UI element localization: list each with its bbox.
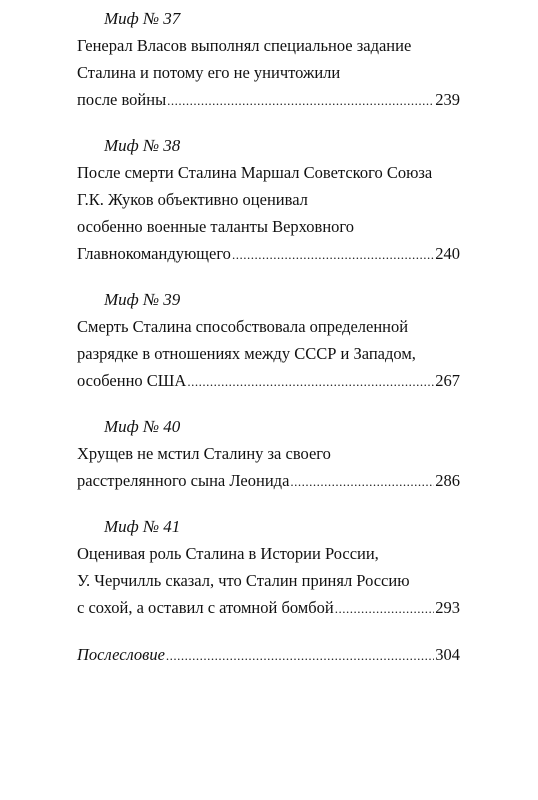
entry-text-line: особенно военные таланты Верховного: [77, 217, 355, 236]
dot-leader: [232, 241, 434, 268]
entry-text-line: расстрелянного сына Леонида: [77, 471, 290, 490]
toc-entry-myth-38: [77, 133, 460, 267]
toc-entry-myth-41: [77, 514, 460, 621]
entry-text-line: Сталина и потому его не уничтожили: [77, 63, 341, 82]
page-number: 293: [435, 598, 460, 617]
table-of-contents: [77, 6, 460, 688]
myth-label: Миф № 38: [104, 136, 181, 155]
entry-text-line: после войны: [77, 90, 167, 109]
entry-last-line: [77, 641, 460, 668]
myth-label: Миф № 40: [104, 417, 181, 436]
entry-text-line: Смерть Сталина способствовала определенной: [77, 317, 409, 336]
entry-last-line: [77, 594, 460, 621]
entry-last-line: [77, 367, 460, 394]
page-number: 239: [435, 90, 460, 109]
toc-entry-myth-39: [77, 287, 460, 394]
entry-text-line: Генерал Власов выполнял специальное задание: [77, 36, 412, 55]
entry-text-line: Главнокомандующего: [77, 244, 231, 263]
page-number: 240: [435, 244, 460, 263]
page-number: 286: [435, 471, 460, 490]
dot-leader: [166, 642, 434, 669]
myth-label: Миф № 37: [104, 9, 181, 28]
page-number: 304: [435, 645, 460, 664]
dot-leader: [290, 468, 434, 495]
toc-entry-myth-40: [77, 414, 460, 494]
entry-text-line: Г.К. Жуков объективно оценивал: [77, 190, 308, 209]
entry-text-line: с сохой, а оставил с атомной бомбой: [77, 598, 334, 617]
myth-label: Миф № 41: [104, 517, 181, 536]
entry-text-line: Хрущев не мстил Сталину за своего: [77, 444, 331, 463]
dot-leader: [335, 595, 435, 622]
entry-text-line: У. Черчилль сказал, что Сталин принял Россию: [77, 571, 410, 590]
toc-entry-afterword: [77, 641, 460, 668]
entry-text-line: особенно США: [77, 371, 187, 390]
entry-text-line: разрядке в отношениях между СССР и Западом,: [77, 344, 416, 363]
dot-leader: [187, 368, 434, 395]
entry-text-line: После смерти Сталина Маршал Советского Союза: [77, 163, 433, 182]
entry-last-line: [77, 467, 460, 494]
toc-entry-myth-37: [77, 6, 460, 113]
page-number: 267: [435, 371, 460, 390]
afterword-title: Послесловие: [77, 645, 165, 664]
dot-leader: [167, 87, 434, 114]
myth-label: Миф № 39: [104, 290, 181, 309]
entry-last-line: [77, 240, 460, 267]
entry-last-line: [77, 86, 460, 113]
entry-text-line: Оценивая роль Сталина в Истории России,: [77, 544, 379, 563]
